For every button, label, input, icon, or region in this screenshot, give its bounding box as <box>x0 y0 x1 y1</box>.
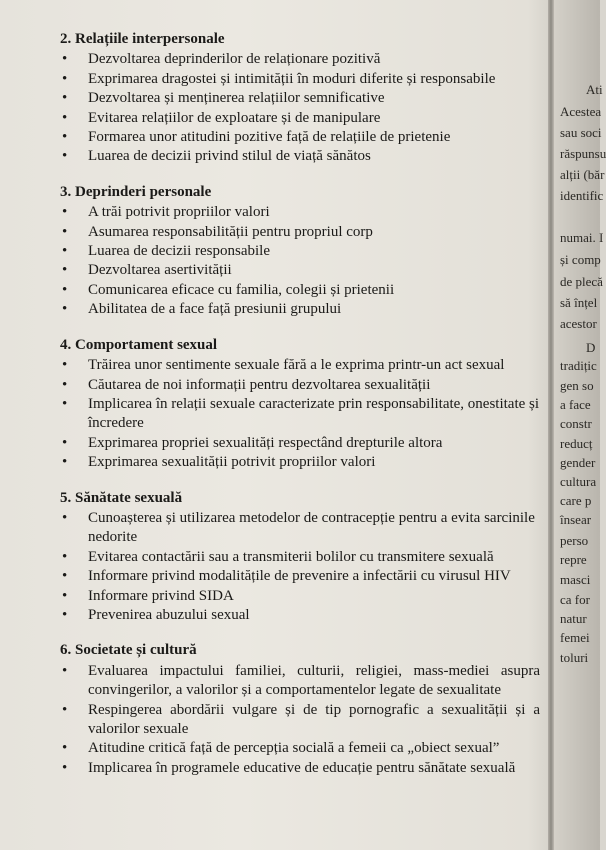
list-item: • Luarea de decizii responsabile <box>60 242 540 261</box>
facing-page-fragment: acestor <box>560 316 597 331</box>
facing-page-fragment: tradițic <box>560 358 597 373</box>
list-item: • Exprimarea dragostei și intimității în moduri diferite și responsabile <box>60 70 540 89</box>
facing-page-fragment: constr <box>560 416 592 431</box>
section <box>60 336 540 473</box>
bullet-list <box>60 203 540 319</box>
list-item: • Evaluarea impactului familiei, culturii, religiei, mass-mediei asupra convingerilor, a valorilor și a comportamentelor legate de sexualitate <box>60 662 540 701</box>
section <box>60 489 540 626</box>
list-item: • Dezvoltarea asertivității <box>60 261 540 280</box>
facing-page-fragment: să înțel <box>560 295 598 310</box>
facing-page-fragment: răspunsu <box>560 146 606 161</box>
facing-page-fragment: numai. I <box>560 230 604 245</box>
section-title: 2. Relațiile interpersonale <box>60 31 225 47</box>
list-item: • Exprimarea sexualității potrivit propriilor valori <box>60 453 540 472</box>
facing-page-fragment: sau soci <box>560 125 602 140</box>
facing-page-fragment: toluri <box>560 650 589 665</box>
list-item: • A trăi potrivit propriilor valori <box>60 203 540 222</box>
page-content <box>60 30 540 794</box>
list-item: • Implicarea în relații sexuale caracterizate prin responsabilitate, onestitate și încredere <box>60 395 540 434</box>
list-item: • Căutarea de noi informații pentru dezvoltarea sexualității <box>60 376 540 395</box>
facing-page-fragment: a face <box>560 397 591 412</box>
list-item: • Evitarea contactării sau a transmiterii bolilor cu transmitere sexuală <box>60 548 540 567</box>
bullet-list <box>60 50 540 166</box>
list-item: • Implicarea în programele educative de educație pentru sănătate sexuală <box>60 759 540 778</box>
bullet-list <box>60 509 540 625</box>
facing-page-fragment: ca for <box>560 592 590 607</box>
facing-page-fragment: reducț <box>560 436 593 451</box>
list-item: • Trăirea unor sentimente sexuale fără a le exprima printr-un act sexual <box>60 356 540 375</box>
facing-page-fragment: perso <box>560 533 589 548</box>
facing-page-fragment: cultura <box>560 474 597 489</box>
book-gutter <box>548 0 554 850</box>
list-item: • Formarea unor atitudini pozitive față de relațiile de prietenie <box>60 128 540 147</box>
facing-page-fragment: gender <box>560 455 596 470</box>
section-title: 5. Sănătate sexuală <box>60 489 183 506</box>
facing-page-fragment: natur <box>560 611 587 626</box>
bullet-list <box>60 356 540 472</box>
bullet-list <box>60 662 540 778</box>
facing-page-edge <box>556 0 606 850</box>
facing-page-fragment: care p <box>560 493 592 508</box>
list-item: • Evitarea relațiilor de exploatare și de manipulare <box>60 109 540 128</box>
facing-page-fragment: alții (băr <box>560 167 605 182</box>
facing-page-fragment: repre <box>560 552 587 567</box>
list-item: • Dezvoltarea și menținerea relațiilor semnificative <box>60 89 540 108</box>
list-item: • Prevenirea abuzului sexual <box>60 606 540 625</box>
list-item: • Exprimarea propriei sexualități respectând drepturile altora <box>60 434 540 453</box>
section <box>60 641 540 778</box>
section <box>60 30 540 167</box>
facing-page-fragment: însear <box>560 512 592 527</box>
section <box>60 183 540 320</box>
section-title: 3. Deprinderi personale <box>60 183 212 200</box>
facing-page-fragment: Acestea <box>560 104 602 119</box>
section-title: 4. Comportament sexual <box>60 336 218 353</box>
facing-page-fragment: Ati <box>586 82 603 97</box>
list-item: • Atitudine critică față de percepția socială a femeii ca „obiect sexual” <box>60 739 540 758</box>
facing-page-fragment: D <box>586 340 596 355</box>
list-item: • Dezvoltarea deprinderilor de relaționare pozitivă <box>60 50 540 69</box>
list-item: • Informare privind modalitățile de prevenire a infectării cu virusul HIV <box>60 567 540 586</box>
facing-page-fragment: femei <box>560 630 590 645</box>
facing-page-fragment: identific <box>560 188 604 203</box>
list-item: • Respingerea abordării vulgare și de tip pornografic a sexualității și a valorilor sexuale <box>60 701 540 740</box>
facing-page-fragment: masci <box>560 572 591 587</box>
list-item: • Informare privind SIDA <box>60 587 540 606</box>
list-item: • Cunoașterea și utilizarea metodelor de contracepție pentru a evita sarcinile nedorite <box>60 509 540 548</box>
facing-page-fragment: și comp <box>560 252 601 267</box>
list-item: • Abilitatea de a face față presiunii grupului <box>60 300 540 319</box>
facing-page-fragment: de plecă <box>560 274 603 289</box>
list-item: • Asumarea responsabilității pentru propriul corp <box>60 223 540 242</box>
section-title: 6. Societate și cultură <box>60 642 197 659</box>
list-item: • Luarea de decizii privind stilul de viață sănătos <box>60 147 540 166</box>
list-item: • Comunicarea eficace cu familia, colegii și prietenii <box>60 281 540 300</box>
facing-page-fragment: gen so <box>560 378 594 393</box>
